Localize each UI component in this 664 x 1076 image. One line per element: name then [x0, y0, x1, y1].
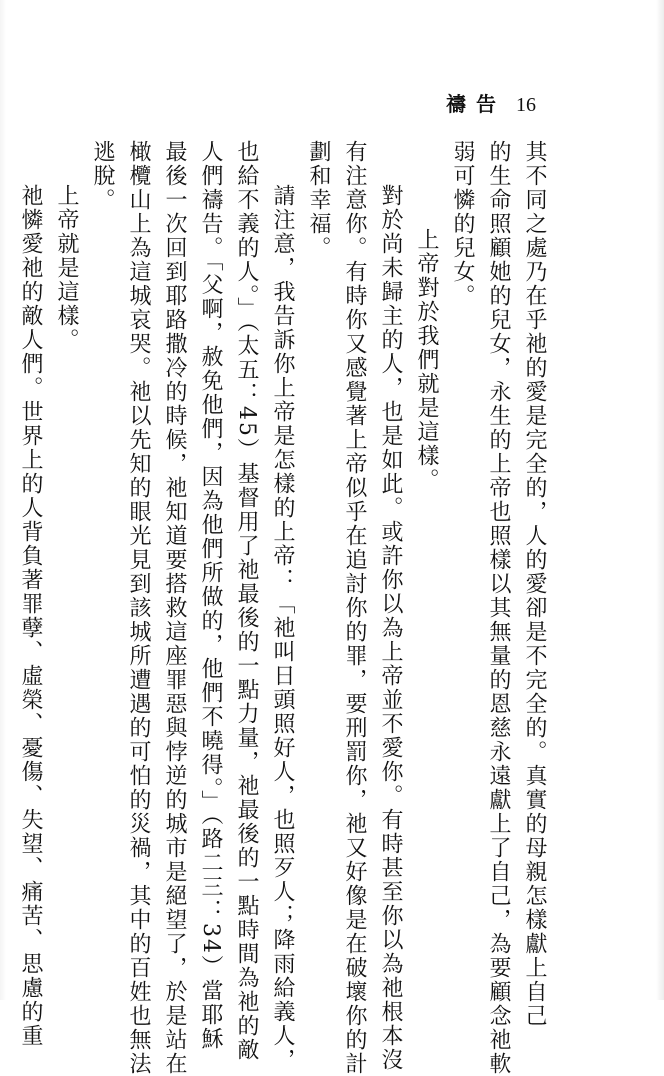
text-column: 逃脫。 — [90, 140, 115, 212]
text-column: 的生命照顧她的兒女，永生的上帝也照樣以其無量的恩慈永遠獻上了自己，為要顧念祂軟 — [486, 140, 511, 1076]
page-header — [446, 88, 536, 117]
page-number: 16 — [516, 94, 536, 116]
text-column: 上帝對於我們就是這樣。 — [414, 228, 439, 492]
text-column: 祂憐愛祂的敵人們。世界上的人背負著罪孽、虛榮、憂傷、失望、痛苦、思慮的重 — [18, 184, 43, 1048]
text-column: 對於尚未歸主的人，也是如此。或許你以為上帝並不愛你。有時甚至你以為祂根本沒 — [378, 184, 403, 1072]
vertical-text-block — [12, 140, 552, 1076]
text-column: 橄欖山上為這城哀哭。祂以先知的眼光見到該城所遭遇的可怕的災禍，其中的百姓也無法 — [126, 140, 151, 1076]
text-column: 其不同之處乃在乎祂的愛是完全的，人的愛卻是不完全的。真實的母親怎樣獻上自己 — [522, 140, 547, 1028]
text-column: 最後一次回到耶路撒冷的時候，祂知道要搭救這座罪惡與悖逆的城市是絕望了，於是站在 — [162, 140, 187, 1076]
text-column: 也給不義的人。」（太五：45）基督用了祂最後的一點力量，祂最後的一點時間為祂的敵 — [234, 140, 259, 1062]
text-column: 弱可憐的兒女。 — [450, 140, 475, 308]
text-column: 劃和幸福。 — [306, 140, 331, 260]
running-title: 禱告 — [446, 92, 506, 116]
text-column: 上帝就是這樣。 — [54, 184, 79, 352]
text-column: 人們禱告。「父啊，赦免他們，因為他們所做的，他們不曉得。」（路二三：34）當耶穌 — [198, 140, 223, 1051]
text-column: 有注意你。有時你又感覺著上帝似乎在追討你的罪，要刑罰你，祂又好像是在破壞你的計 — [342, 140, 367, 1076]
text-column: 請注意，我告訴你上帝是怎樣的上帝：「祂叫日頭照好人，也照歹人；降雨給義人， — [270, 184, 295, 1072]
